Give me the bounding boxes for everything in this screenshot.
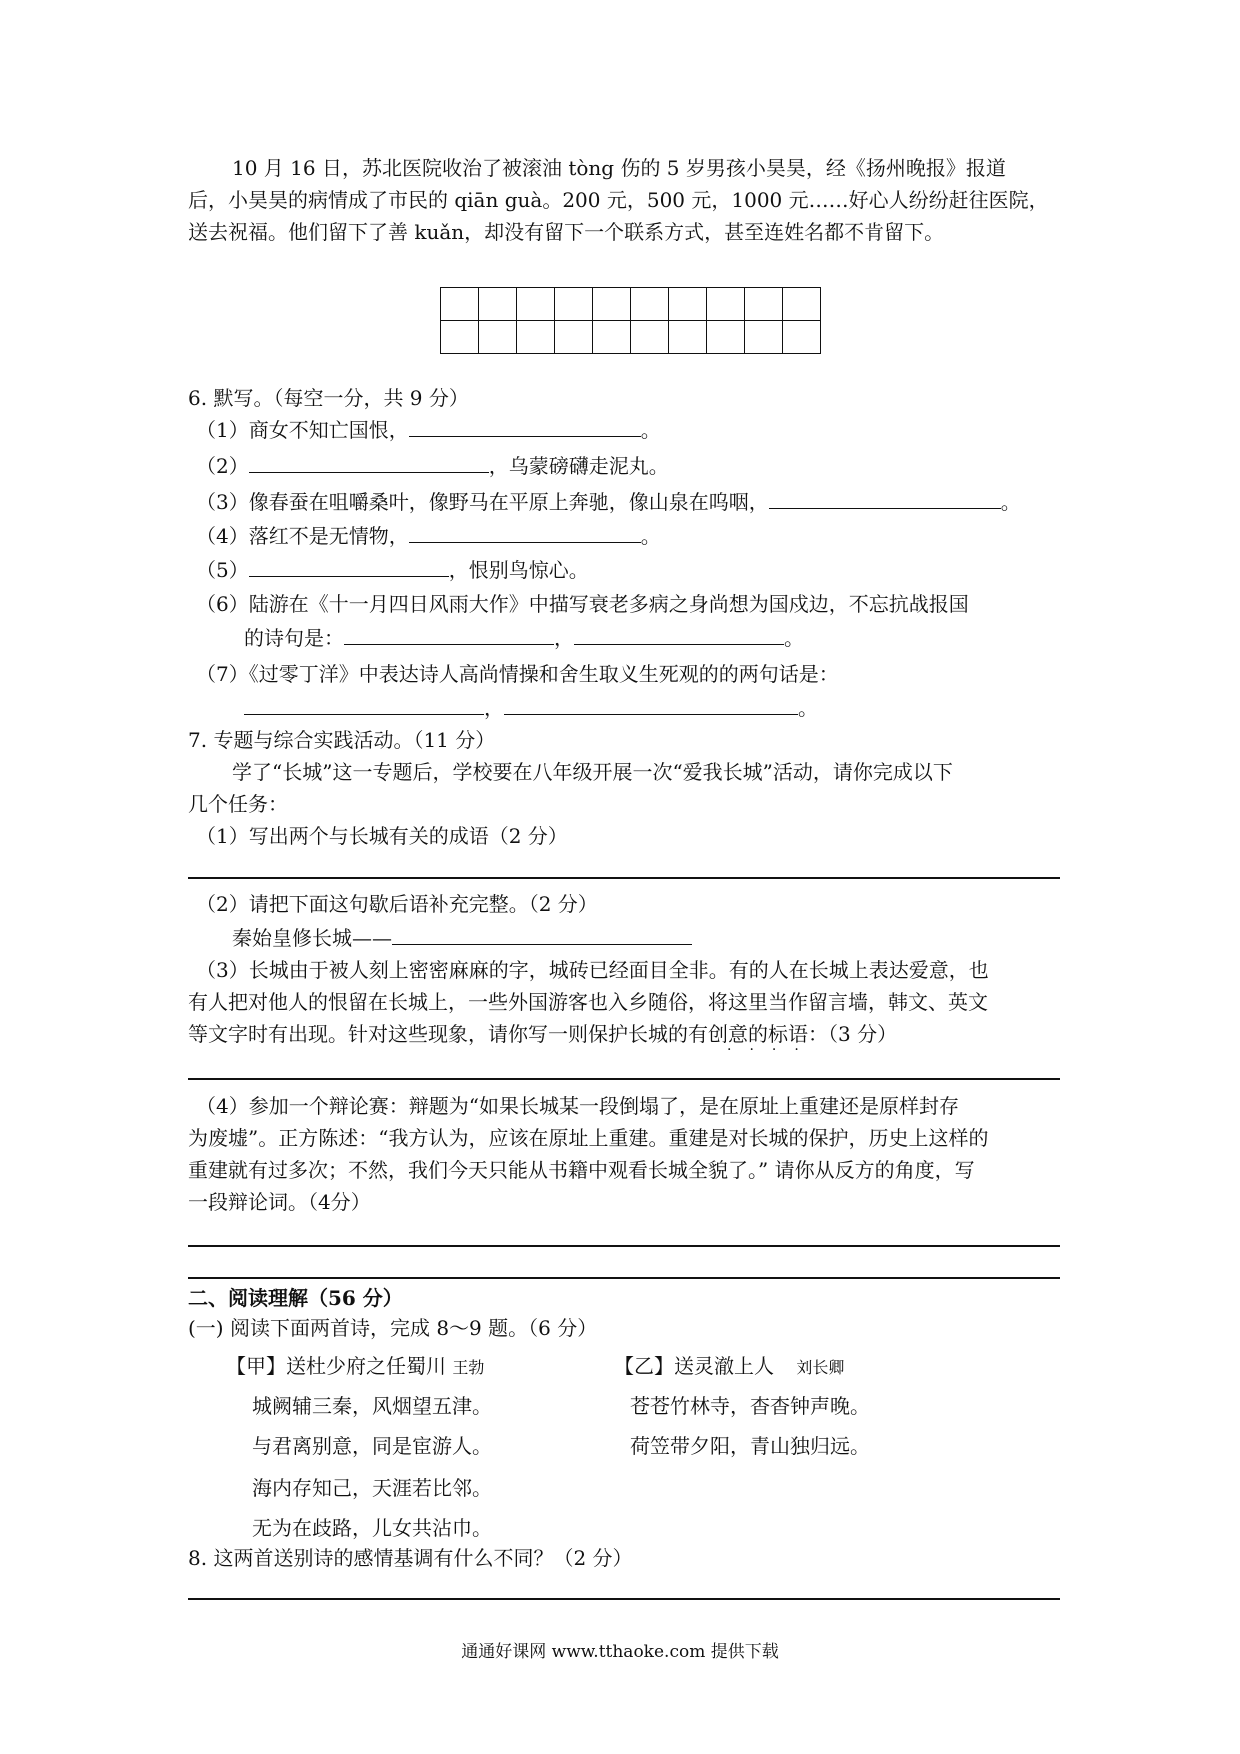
q6-item-7-end: 。 [798,696,818,720]
q8-answer-line[interactable] [188,1598,1060,1600]
q7-intro-line-1: 学了“长城”这一专题后，学校要在八年级开展一次“爱我长城”活动，请你完成以下 [232,760,953,784]
q6-item-1-blank[interactable] [409,416,641,437]
q6-item-4-end: 。 [640,524,661,548]
poem-a-line-3: 海内存知己，天涯若比邻。 [252,1476,492,1500]
q7-part-2-saying-text: 秦始皇修长城—— [232,926,392,950]
section-2-subtitle: (一) 阅读下面两首诗，完成 8～9 题。（6 分） [188,1316,598,1340]
q6-item-6-comma: ， [554,626,574,650]
q7-part-3-line-1: （3）长城由于被人刻上密密麻麻的字，城砖已经面目全非。有的人在长城上表达爱意，也 [196,958,989,982]
character-writing-grid[interactable] [440,287,821,354]
q6-item-7-blank-2[interactable] [504,694,798,715]
emphasis-dots: ···· [727,1042,817,1058]
q7-part-3-line-3: 等文字时有出现。针对这些现象，请你写一则保护长城的有创意的标语：（3 分） [188,1022,898,1046]
q7-part-2-saying [232,924,692,952]
q6-item-6-end: 。 [784,626,804,650]
q6-item-7-line-1: （7）《过零丁洋》中表达诗人高尚情操和舍生取义生死观的的两句话是： [196,662,839,686]
poem-b-title: 送灵澈上人 [674,1354,774,1378]
q6-item-2-blank[interactable] [249,452,489,473]
q6-item-4-text: （4）落红不是无情物， [196,524,409,548]
q6-item-7-line-2 [244,694,818,722]
q6-item-6-prompt: 的诗句是： [244,626,344,650]
q7-part-4-answer-line-1[interactable] [188,1245,1060,1247]
q7-intro-line-2: 几个任务： [188,792,288,816]
poem-a-tag: 【甲】 [226,1354,286,1378]
passage-line-2: 后，小昊昊的病情成了市民的 qiān guà。200 元，500 元，1000 元……好心人纷纷赶往医院， [188,188,1049,212]
q7-part-4-answer-line-2[interactable] [188,1277,1060,1279]
q7-part-4-line-3: 重建就有过多次；不然，我们今天只能从书籍中观看长城全貌了。” 请你从反方的角度，写 [188,1158,975,1182]
q7-part-1: （1）写出两个与长城有关的成语（2 分） [196,824,568,848]
q6-item-7-blank-1[interactable] [244,694,484,715]
poem-b-line-2: 荷笠带夕阳，青山独归远。 [630,1434,870,1458]
q7-part-2: （2）请把下面这句歇后语补充完整。（2 分） [196,892,598,916]
q6-item-6-blank-2[interactable] [574,624,784,645]
q7-part-1-answer-line[interactable] [188,877,1060,879]
q6-item-2-text: ，乌蒙磅礴走泥丸。 [488,454,669,478]
q6-item-5 [196,556,589,584]
q7-part-4-line-4: 一段辩论词。（4分） [188,1190,371,1214]
q6-item-5-blank[interactable] [249,556,449,577]
passage-line-3: 送去祝福。他们留下了善 kuǎn，却没有留下一个联系方式，甚至连姓名都不肯留下。 [188,220,945,244]
poem-a-line-4: 无为在歧路，儿女共沾巾。 [252,1516,492,1540]
poem-a-title: 送杜少府之任蜀川 [286,1354,446,1378]
q6-item-4-blank[interactable] [409,522,641,543]
q6-item-1-end: 。 [640,418,661,442]
section-2-title: 二、阅读理解（56 分） [188,1286,403,1310]
poem-a-heading [226,1352,484,1382]
q7-part-4-line-2: 为废墟”。正方陈述：“我方认为，应该在原址上重建。重建是对长城的保护，历史上这样的 [188,1126,989,1150]
poem-b-line-1: 苍苍竹林寺，杳杳钟声晚。 [630,1394,870,1418]
poem-b-author: 刘长卿 [796,1358,845,1377]
q6-item-6-blank-1[interactable] [344,624,554,645]
footer: 通通好课网 www.tthaoke.com 提供下载 [461,1642,779,1662]
q6-item-3-end: 。 [1000,490,1021,514]
q6-item-1-text: （1）商女不知亡国恨， [196,418,409,442]
poem-a-line-1: 城阙辅三秦，风烟望五津。 [252,1394,492,1418]
q6-item-7-comma: ， [484,696,504,720]
q7-part-3-answer-line[interactable] [188,1078,1060,1080]
poem-a-author: 王勃 [452,1358,485,1377]
q6-title: 6. 默写。（每空一分，共 9 分） [188,386,469,410]
q6-item-5-text: ，恨别鸟惊心。 [448,558,589,582]
q7-part-3-line-2: 有人把对他人的恨留在长城上，一些外国游客也入乡随俗，将这里当作留言墙，韩文、英文 [188,990,988,1014]
q6-item-3-text: （3）像春蚕在咀嚼桑叶，像野马在平原上奔驰，像山泉在呜咽， [196,490,769,514]
q6-item-2-label: （2） [196,454,249,478]
q7-part-4-line-1: （4）参加一个辩论赛：辩题为“如果长城某一段倒塌了，是在原址上重建还是原样封存 [196,1094,959,1118]
q7-part-2-blank[interactable] [392,924,692,945]
q6-item-6-line-1: （6）陆游在《十一月四日风雨大作》中描写衰老多病之身尚想为国戍边，不忘抗战报国 [196,592,969,616]
passage-line-1: 10 月 16 日，苏北医院收治了被滚油 tòng 伤的 5 岁男孩小昊昊，经《扬州晚报》报道 [232,156,1006,180]
poem-b-tag: 【乙】 [614,1354,674,1378]
q8-title: 8. 这两首送别诗的感情基调有什么不同？（2 分） [188,1546,633,1570]
poem-a-line-2: 与君离别意，同是宦游人。 [252,1434,492,1458]
q6-item-2 [196,452,669,480]
q6-item-4 [196,522,661,550]
poem-b-heading [614,1352,844,1382]
q6-item-1 [196,416,661,444]
q7-title: 7. 专题与综合实践活动。（11 分） [188,728,496,752]
q6-item-6-line-2 [244,624,804,652]
q6-item-3 [196,488,1021,516]
q6-item-5-label: （5） [196,558,249,582]
q6-item-3-blank[interactable] [769,488,1001,509]
